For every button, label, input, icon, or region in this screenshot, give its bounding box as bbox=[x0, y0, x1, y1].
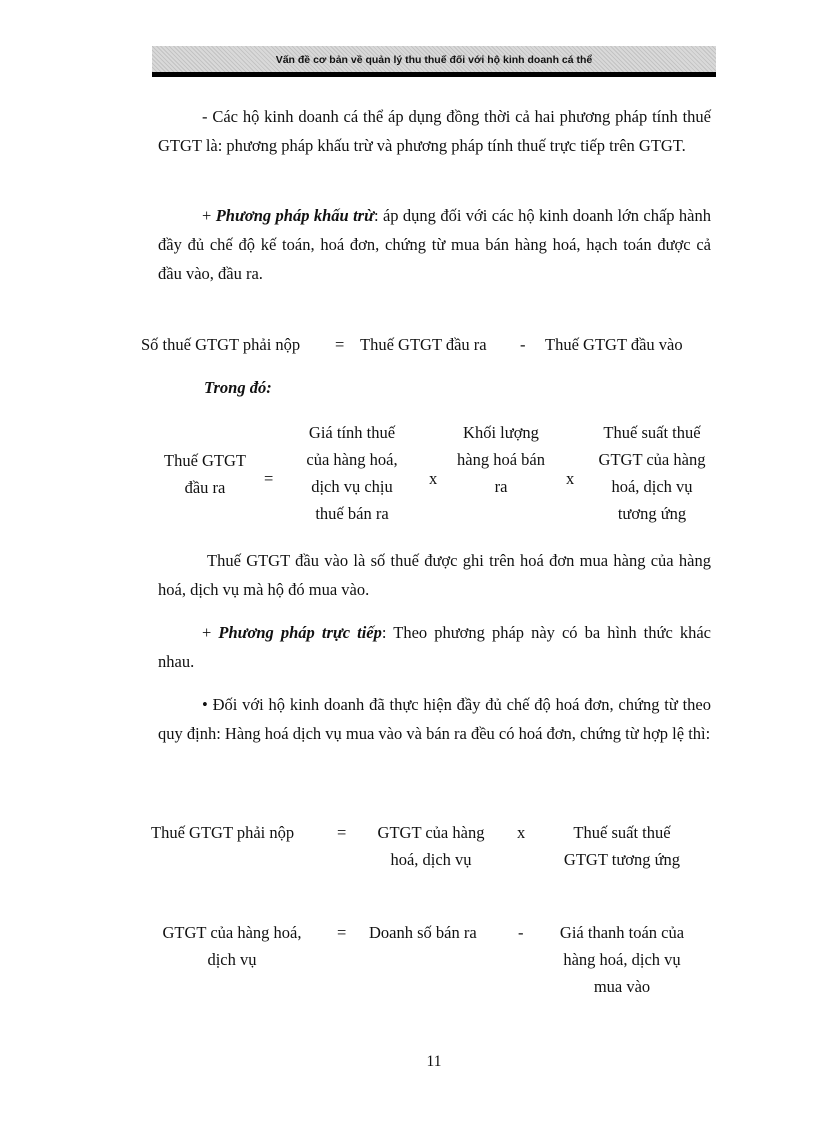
formula-line: ra bbox=[494, 477, 508, 496]
bullet-plus: + bbox=[202, 206, 216, 225]
multiply-sign: x bbox=[429, 469, 438, 488]
formula-line: thuế bán ra bbox=[315, 504, 389, 523]
formula-left-term: Số thuế GTGT phải nộp bbox=[141, 335, 301, 354]
formula-term bbox=[360, 819, 502, 873]
paragraph-text: : áp dụng đối với các hộ kinh doanh lớn chấp hành đầy đủ chế độ kế toán, hoá đơn, chứng từ mua bán hàng hoá, hạch toán được cả đầu vào, đầu ra. bbox=[158, 206, 712, 283]
formula-left-term: Thuế GTGT phải nộp bbox=[151, 823, 295, 842]
equals-sign: = bbox=[337, 823, 347, 842]
formula-line: Thuế suất thuế bbox=[603, 423, 701, 442]
formula-line: Giá tính thuế bbox=[308, 423, 396, 442]
formula-line: Thuế GTGT bbox=[163, 451, 247, 470]
formula-line: của hàng hoá, bbox=[306, 450, 398, 469]
formula-term: Thuế GTGT đầu ra bbox=[360, 335, 487, 354]
multiply-sign: x bbox=[517, 823, 526, 842]
formula-term bbox=[540, 919, 704, 1000]
formula-term bbox=[438, 419, 564, 500]
equals-sign: = bbox=[337, 923, 347, 942]
paragraph-text: : Theo phương pháp này có ba hình thức khác nhau. bbox=[158, 623, 711, 671]
formula-term bbox=[280, 419, 424, 527]
running-header bbox=[152, 46, 716, 77]
formula-line: tương ứng bbox=[617, 504, 687, 523]
formula-line: GTGT của hàng bbox=[377, 823, 485, 842]
where-label: Trong đó: bbox=[204, 378, 272, 397]
multiply-sign: x bbox=[566, 469, 575, 488]
minus-sign: - bbox=[520, 335, 526, 354]
minus-sign: - bbox=[518, 923, 524, 942]
paragraph-text: • Đối với hộ kinh doanh đã thực hiện đầy đủ chế độ hoá đơn, chứng từ theo quy định: Hàng hoá dịch vụ mua vào và bán ra đều có hoá đơn, chứng từ hợp lệ thì: bbox=[158, 695, 711, 743]
paragraph-direct-method bbox=[158, 618, 711, 676]
method-heading: Phương pháp khấu trừ bbox=[215, 206, 374, 225]
formula-term bbox=[580, 419, 724, 527]
formula-line: GTGT của hàng bbox=[598, 450, 706, 469]
formula-line: hoá, dịch vụ bbox=[390, 850, 472, 869]
formula-line: GTGT của hàng hoá, bbox=[162, 923, 302, 942]
equals-sign: = bbox=[264, 469, 274, 488]
paragraph-input-vat bbox=[158, 546, 711, 604]
page-number: 11 bbox=[426, 1053, 442, 1070]
formula-line: Thuế suất thuế bbox=[573, 823, 671, 842]
formula-line: hàng hoá, dịch vụ bbox=[563, 950, 681, 969]
formula-line: hàng hoá bán bbox=[457, 450, 545, 469]
formula-term: Thuế GTGT đầu vào bbox=[545, 335, 683, 354]
formula-line: hoá, dịch vụ bbox=[611, 477, 693, 496]
paragraph-text: Thuế GTGT đầu vào là số thuế được ghi trên hoá đơn mua hàng của hàng hoá, dịch vụ mà hộ đó mua vào. bbox=[158, 551, 711, 599]
formula-line: mua vào bbox=[593, 977, 651, 996]
formula-term bbox=[548, 819, 696, 873]
paragraph-deduction-method bbox=[158, 201, 711, 288]
paragraph-methods-intro bbox=[158, 102, 711, 160]
equals-sign: = bbox=[335, 335, 345, 354]
formula-left-term bbox=[140, 447, 270, 501]
formula-term: Doanh số bán ra bbox=[369, 923, 477, 942]
formula-line: Giá thanh toán của bbox=[559, 923, 685, 942]
method-heading: Phương pháp trực tiếp bbox=[218, 623, 382, 642]
formula-line: dịch vụ bbox=[207, 950, 257, 969]
paragraph-text: - Các hộ kinh doanh cá thể áp dụng đồng thời cả hai phương pháp tính thuế GTGT là: phương pháp khấu trừ và phương pháp tính thuế trực tiếp trên GTGT. bbox=[158, 107, 711, 155]
paragraph-invoice-households bbox=[158, 690, 711, 748]
formula-line: đầu ra bbox=[184, 478, 226, 497]
formula-line: dịch vụ chịu bbox=[311, 477, 393, 496]
formula-left-term bbox=[146, 919, 318, 973]
running-header-title: Vấn đề cơ bản về quản lý thu thuế đối với hộ kinh doanh cá thể bbox=[275, 54, 593, 66]
formula-line: GTGT tương ứng bbox=[563, 850, 681, 869]
bullet-plus: + bbox=[202, 623, 219, 642]
formula-line: Khối lượng bbox=[463, 423, 539, 442]
